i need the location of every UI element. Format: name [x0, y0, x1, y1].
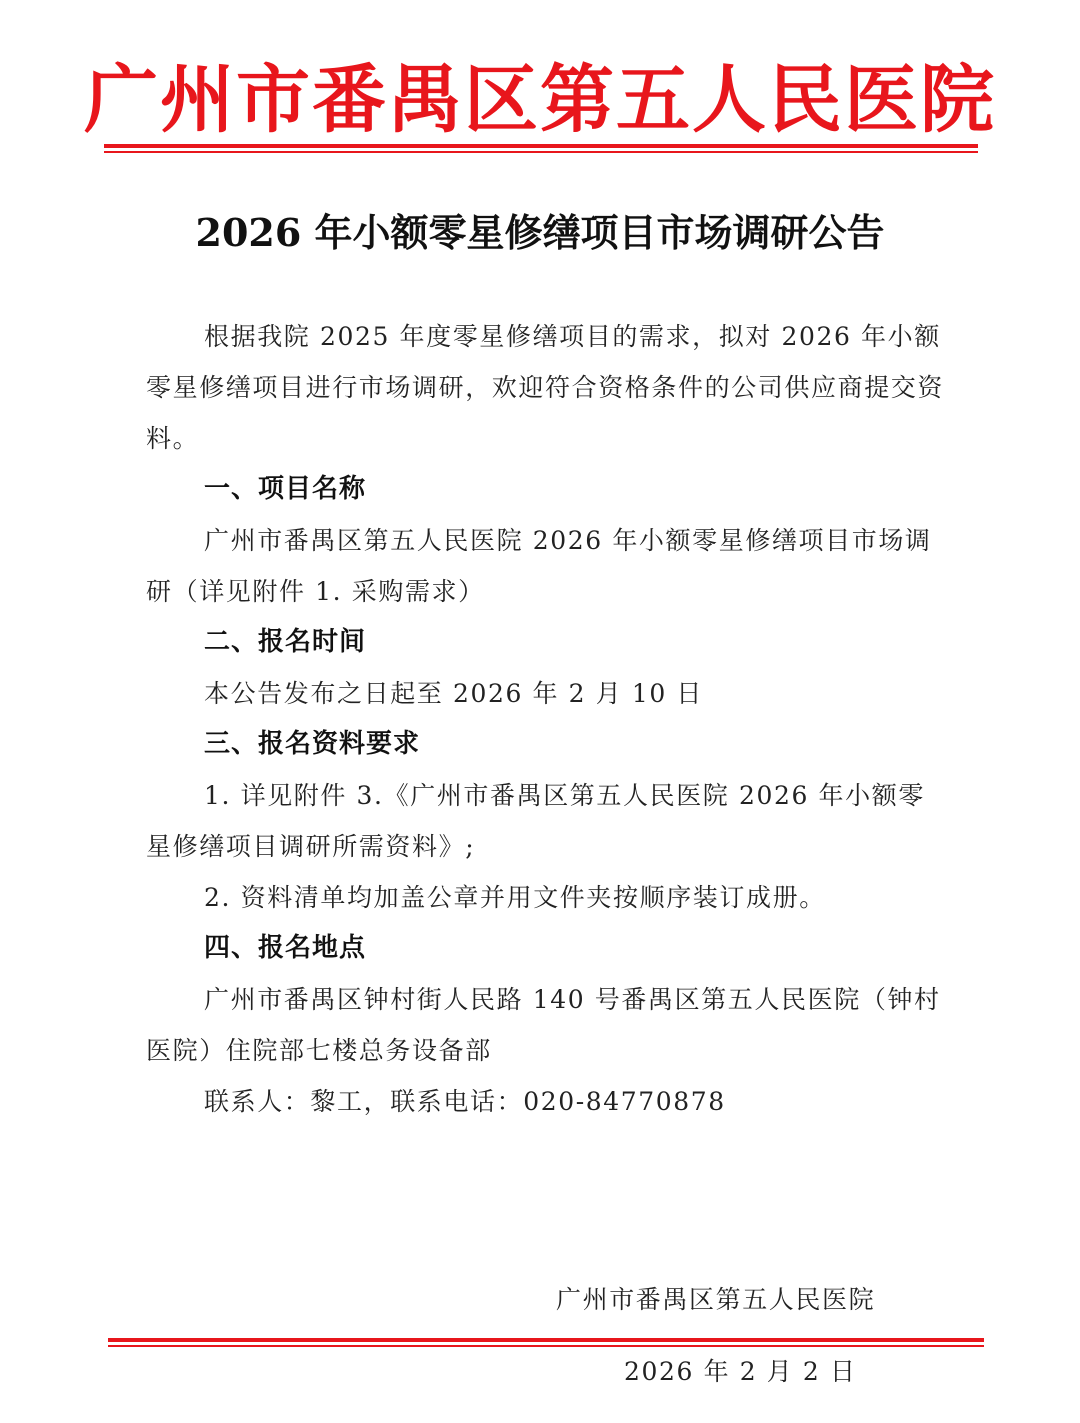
- document-body: [146, 311, 946, 1127]
- section-heading-material-requirements: 三、报名资料要求: [204, 729, 421, 759]
- contact-info: 联系人：黎工，联系电话：020-84770878: [204, 1087, 726, 1116]
- section-text-registration-time: 本公告发布之日起至 2026 年 2 月 10 日: [204, 679, 704, 708]
- signature-date: 2026 年 2 月 2 日: [624, 1357, 857, 1386]
- section-heading-project-name: 一、项目名称: [204, 474, 367, 504]
- letterhead-red-rule-thick: [104, 144, 978, 148]
- letterhead-red-rule-thin: [104, 151, 978, 153]
- document-title: 2026 年小额零星修缮项目市场调研公告: [195, 210, 885, 255]
- footer-red-rule-thick: [108, 1338, 984, 1342]
- section-heading-registration-location: 四、报名地点: [204, 933, 367, 963]
- intro-paragraph: 根据我院 2025 年度零星修缮项目的需求，拟对 2026 年小额零星修缮项目进行市场调研，欢迎符合资格条件的公司供应商提交资料。: [146, 322, 945, 453]
- section-heading-registration-time: 二、报名时间: [204, 627, 367, 657]
- requirement-item-2: 2. 资料清单均加盖公章并用文件夹按顺序装订成册。: [204, 883, 826, 912]
- letterhead-org-name: 广州市番禺区第五人民医院: [84, 57, 996, 143]
- footer-red-rule-thin: [108, 1345, 984, 1347]
- signature-org: 广州市番禺区第五人民医院: [556, 1285, 876, 1314]
- requirement-item-1: 1. 详见附件 3.《广州市番禺区第五人民医院 2026 年小额零星修缮项目调研所需资料》;: [146, 781, 925, 861]
- location-address: 广州市番禺区钟村街人民路 140 号番禺区第五人民医院（钟村医院）住院部七楼总务设备部: [146, 985, 941, 1065]
- section-text-project-name: 广州市番禺区第五人民医院 2026 年小额零星修缮项目市场调研（详见附件 1. 采购需求）: [146, 526, 932, 606]
